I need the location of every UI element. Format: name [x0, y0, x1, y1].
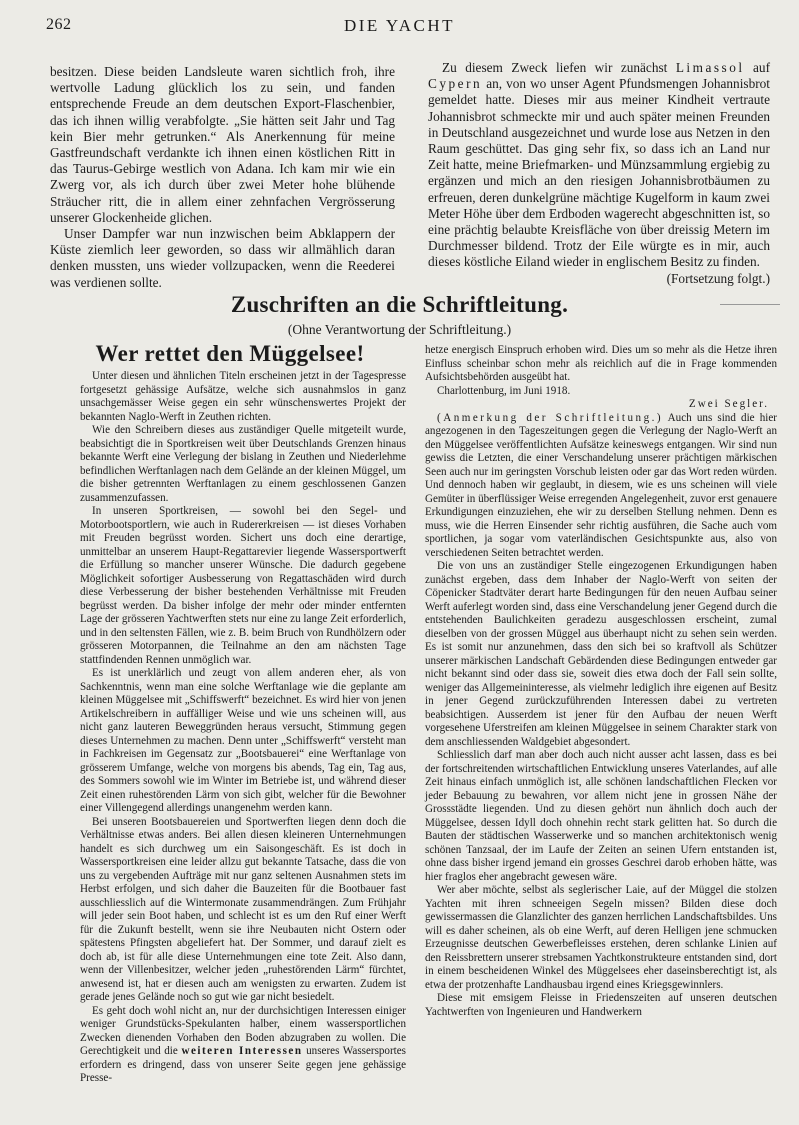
text-run: Zu diesem Zweck liefen wir zunächst: [442, 60, 668, 75]
place-date: Charlottenburg, im Juni 1918.: [437, 384, 571, 397]
journal-title: DIE YACHT: [343, 16, 456, 35]
paragraph: Wie den Schreibern dieses aus zuständiger Quelle mitgeteilt wurde, beabsichtigt die in Sportkreisen weit über Deutschlands Grenzen hinaus bekannte Werft eine Verlegung der bislang in Zeuthen und Niederlehme befindlichen Werftanlagen nach dem Gelände an der kleinen Müggel, um die bisher getrennten Werftanlagen zu einem geschlossenen Ganzen zusammenzufassen.: [80, 424, 406, 504]
paragraph: Es ist unerklärlich und zeugt von allem anderen eher, als von Sachkenntnis, wenn man eine solche Werftanlage wie die geplante am kleinen Müggelsee mit „Schiffswerft“ bezeichnet. Es wird hier von jenen Artikelschreibern in auffälliger Weise und wie uns scheinen will, aus nicht ganz lauteren Beweggründen heraus versucht, Stimmung gegen dieses Unternehmen zu machen. Denn unter „Schiffswerft“ versteht man in Fachkreisen im Gegensatz zur „Bootsbauerei“ eine Werftanlage von grösserem Umfange, welche von morgens bis abends, Tag ein, Tag aus, des Sommers sowohl wie im Winter im Betriebe ist, und während dieser Zeit einen ruhestörenden Lärm von sich gibt, welcher für die Bewohner einer Villengegend allerdings unangenehm werden kann.: [80, 667, 406, 814]
paragraph: Wer aber möchte, selbst als seglerischer Laie, auf der Müggel die stolzen Yachten mit ihren schneeigen Segeln missen? Bilden diese doch gewissermassen die Glanzlichter des ganzen herrlichen Landschaftsbildes. Uns will es daher scheinen, als ob eine Werft, auf deren Helligen jene schmucken Erzeugnisse deutschen Gewerbefleisses erstehen, deren schlanke Linien auf den Reissbrettern unserer strebsamen Yachtkonstrukteure entstanden sind, dort in einem bescheidenen Winkel des Müggelsees eher daseinsberechtigt ist, als etwa der protzenhafte Landhausbau irgend eines Kriegsgewinnlers.: [425, 884, 777, 991]
page-number: 262: [46, 16, 72, 33]
text-run: unseres Wassersportes erfordern es dringend, dass von unserer Seite gegen jene gehässige Presse-: [80, 1045, 406, 1084]
note-label: (Anmerkung der Schriftleitung.): [437, 411, 664, 424]
place-name: Limassol: [675, 60, 745, 75]
place-name: Cypern: [428, 76, 483, 92]
signature: Zwei Segler.: [688, 398, 769, 410]
top-right-column: [428, 60, 770, 287]
text-run: auf: [753, 60, 771, 75]
paragraph: Unser Dampfer war nun inzwischen beim Abklappern der Küste ziemlich leer geworden, so dass wir allmählich daran denken mussten, uns wieder vollzupacken, wenn die Reederei was verdienen sollte.: [50, 226, 395, 290]
section-subtitle: (Ohne Verantwortung der Schriftleitung.): [287, 322, 512, 337]
paragraph: hetze energisch Einspruch erhoben wird. Dies um so mehr als die Hetze ihren Einfluss scheinbar schon mehr als reichlich auf die in Frage kommenden Aufsichtsbehörden ausgeübt hat.: [425, 344, 777, 383]
section-title: Zuschriften an die Schriftleitung.: [230, 292, 569, 317]
paragraph: In unseren Sportkreisen, — sowohl bei den Segel- und Motorbootsportlern, wie auch in Rudererkreisen — ist dieses Vorhaben mit Freuden begrüsst worden. Sichert uns doch eine derartige, unmittelbar an unserem Haupt-Regattarevier liegende Wassersportwerft die Erfüllung so mancher unserer Wünsche. Die dadurch gegebene Möglichkeit sofortiger Ausbesserung von Regattaschäden wird durch diese Verbesserung der bisher bestehenden Verhältnisse mit Freuden begrüsst werden. Da bisher infolge der mehr oder minder entfernten Lage der grösseren Yachtwerften stets nur eine zu lange Zeit erforderlich, und in den seltensten Fällen, wie z. B. beim Bruch von Rundhölzern oder grösseren Motorpannen, die Teilnahme an den am nächsten Tage stattfindenden Rennen unmöglich war.: [80, 505, 406, 666]
paragraph: Unter diesen und ähnlichen Titeln erscheinen jetzt in der Tagespresse fortgesetzt gehässige Aufsätze, welche sich ausnahmslos in ganz unsachgemässer Weise gegen ein sehr wünschenswertes Projekt der bekannten Naglo-Werft in Zeuthen richten.: [80, 370, 406, 423]
paragraph: [428, 60, 770, 271]
divider: [720, 304, 780, 305]
article-left-column: [80, 370, 406, 1086]
emphasis: weiteren Interessen: [181, 1045, 303, 1057]
text-run: Es geht doch wohl nicht an, nur der durchsichtigen Interessen einiger weniger Grundstücks-Spekulanten halber, einem wassersportlichen Zwecken dienenden Vorhaben den Boden abzugraben zu wollen. Die Gerechtigkeit und die: [80, 1004, 406, 1057]
paragraph: Bei unseren Bootsbauereien und Sportwerften liegen denn doch die Verhältnisse etwas anders. Bei allen diesen kleineren Unternehmungen handelt es sich durchweg um ein Saisongeschäft. Es ist doch in Wassersportkreisen eine leider allzu gut bekannte Tatsache, dass die von uns zu vergebenden Aufträge mit nur ganz seltenen Ausnahmen stets im Herbst erfolgen, und sich daher die Bauzeiten für die Bootbauer fast ausschliesslich auf die Wintermonate zusammendrängen. Zum Frühjahr will jeder sein Boot haben, und schlecht ist es um den Ruf einer Werft für die Zukunft bestellt, wenn sie ihre Neubauten nicht Ostern oder spätestens Pfingsten abgeliefert hat. Der Sommer, und darauf zielt es doch ab, ist für alle diese Unternehmungen eine tote Zeit. Also dann, wenn der Villenbesitzer, welcher jeden „ruhestörenden Lärm“ fürchtet, anwesend ist, hat er diesen auch am wenigsten zu erwarten. Zudem ist gerade jenes Gelände noch so gut wie gar nicht besiedelt.: [80, 815, 406, 1003]
paragraph: [80, 1005, 406, 1086]
continuation-note: (Fortsetzung folgt.): [666, 270, 770, 286]
text-run: an, von wo unser Agent Pfundsmengen Johannisbrot gemeldet hatte. Dieses mir aus meiner Kindheit vertraute Johannisbrot schmeckte mir und auch später meinen Freunden in Deutschland ausgezeichnet und wurde lose aus Netzen in den Raum geschüttet. Das ging sehr fix, so dass ich an Land nur Zeit hatte, meine Briefmarken- und Münzsammlung ergiebig zu ergänzen und mich an den riesigen Johannisbrotbäumen zu erfreuen, deren dunkelgrüne mächtige Kugelform in kaum zwei Meter Höhe über dem Erdboden wagerecht abgeschnitten ist, so eine prächtig belaubte Kreisfläche von über dreissig Metern im Durchmesser bildend. Trotz der Eile würgte es in mir, auch dieses köstliche Eiland wieder in englischem Besitz zu finden.: [428, 76, 770, 270]
editor-note: [425, 412, 777, 561]
article-title: Wer rettet den Müggelsee!: [95, 341, 365, 366]
paragraph: besitzen. Diese beiden Landsleute waren sichtlich froh, ihre wertvolle Ladung glücklich los zu sein, und fanden entsprechende Freude an dem deutschen Export-Flaschenbier, das ich ihnen willig verabfolgte. „Sie hätten seit Jahr und Tag kein Bier mehr getrunken.“ Als Anerkennung für meine Gastfreundschaft verdankte ich ihnen einen köstlichen Ritt in das Taurus-Gebirge westlich von Adana. Ich kam mir wie ein Zwerg vor, als ich durch über zwei Meter hohe blühende Sträucher ritt, die in allem einer zehnfachen Vergrösserung unserer Glockenheide glichen.: [50, 64, 395, 225]
paragraph: Diese mit emsigem Fleisse in Friedenszeiten auf unseren deutschen Yachtwerften von Ingenieuren und Handwerkern: [425, 992, 777, 1018]
paragraph: Die von uns an zuständiger Stelle eingezogenen Erkundigungen haben zunächst ergeben, dass dem Inhaber der Naglo-Werft von seiten der Cöpenicker Stadtväter derart harte Bedingungen für den neuen Aufbau seiner Werft auferlegt worden sind, dass eine Verschandelung jener Gegend durch die entstehenden Baulichkeiten geradezu ausgeschlossen erscheint, zumal dieselben von der grossen Müggel aus überhaupt nicht zu sehen sein werden. Es ist somit nur anzunehmen, dass den sich bei so kraftvoll als Schützer unserer märkischen Landschaft Gebärdenden diese Bedingungen entweder gar nicht bekannt sind oder dass sie, soweit dies etwa doch der Fall sein sollte, weniger das Allgemeininteresse, als vielmehr lediglich ihre eigenen auf Besitz in jener Gegend zurückzuführenden Interessen dabei zu vertreten beabsichtigen. Ausserdem ist jener für den Aufbau der neuen Werft vorgesehene Uferstreifen am kleinen Müggelsee in seinem Charakter stark von dem anschliessenden Waldgebiet abgesondert.: [425, 560, 777, 748]
paragraph: Schliesslich darf man aber doch auch nicht ausser acht lassen, dass es bei der fortschreitenden wirtschaftlichen Entwicklung unseres Vaterlandes, auf alle Zeit hinaus einfach unmöglich ist, alle schönen landschaftlichen Flecken vor jeder Bebauung zu bewahren, vor allem nicht jene in grossen Nähe der Grossstädte liegenden. Und zu diesen gehört nun ähnlich doch auch der Müggelsee, dessen Idyll doch ohnehin recht stark gelitten hat. So durch die Bauten der städtischen Wasserwerke und so manchen architektonisch wenig schönen Tanzsaal, der im Laufe der Zeiten an seinen Ufern entstanden ist, ohne dass bisher irgend jemand ein grosses Geschrei darob erhoben hätte, was hier fraglos eher angebracht gewesen wäre.: [425, 749, 777, 883]
text-run: Auch uns sind die hier angezogenen in den Tageszeitungen gegen die Verlegung der Naglo-Werft an den Müggelsee veröffentlichten Aufsätze keineswegs entgangen. Wir sind nun gewiss die Letzten, die einer Verschandelung unserer prächtigen märkischen Seen auch nur im geringsten Vorschub leisten oder gar das Wort reden würden. Und dennoch haben wir geglaubt, in diesem, wie es uns scheinen will viele Gemüter in überflüssiger Weise erregenden Angelegenheit, zuvor erst genauere Erkundigungen einzuziehen, ehe wir zu derselben Stellung nehmen. Denn es muss, wie die Herren Einsender sehr richtig ausführen, die Sache auch vom sportlichen, ja sogar vom vaterländischen Gesichtspunkte aus, also von verschiedenen Seiten betrachtet werden.: [425, 411, 777, 559]
running-head: [0, 14, 799, 40]
article-right-column: [425, 344, 777, 1019]
top-left-column: [50, 64, 395, 291]
